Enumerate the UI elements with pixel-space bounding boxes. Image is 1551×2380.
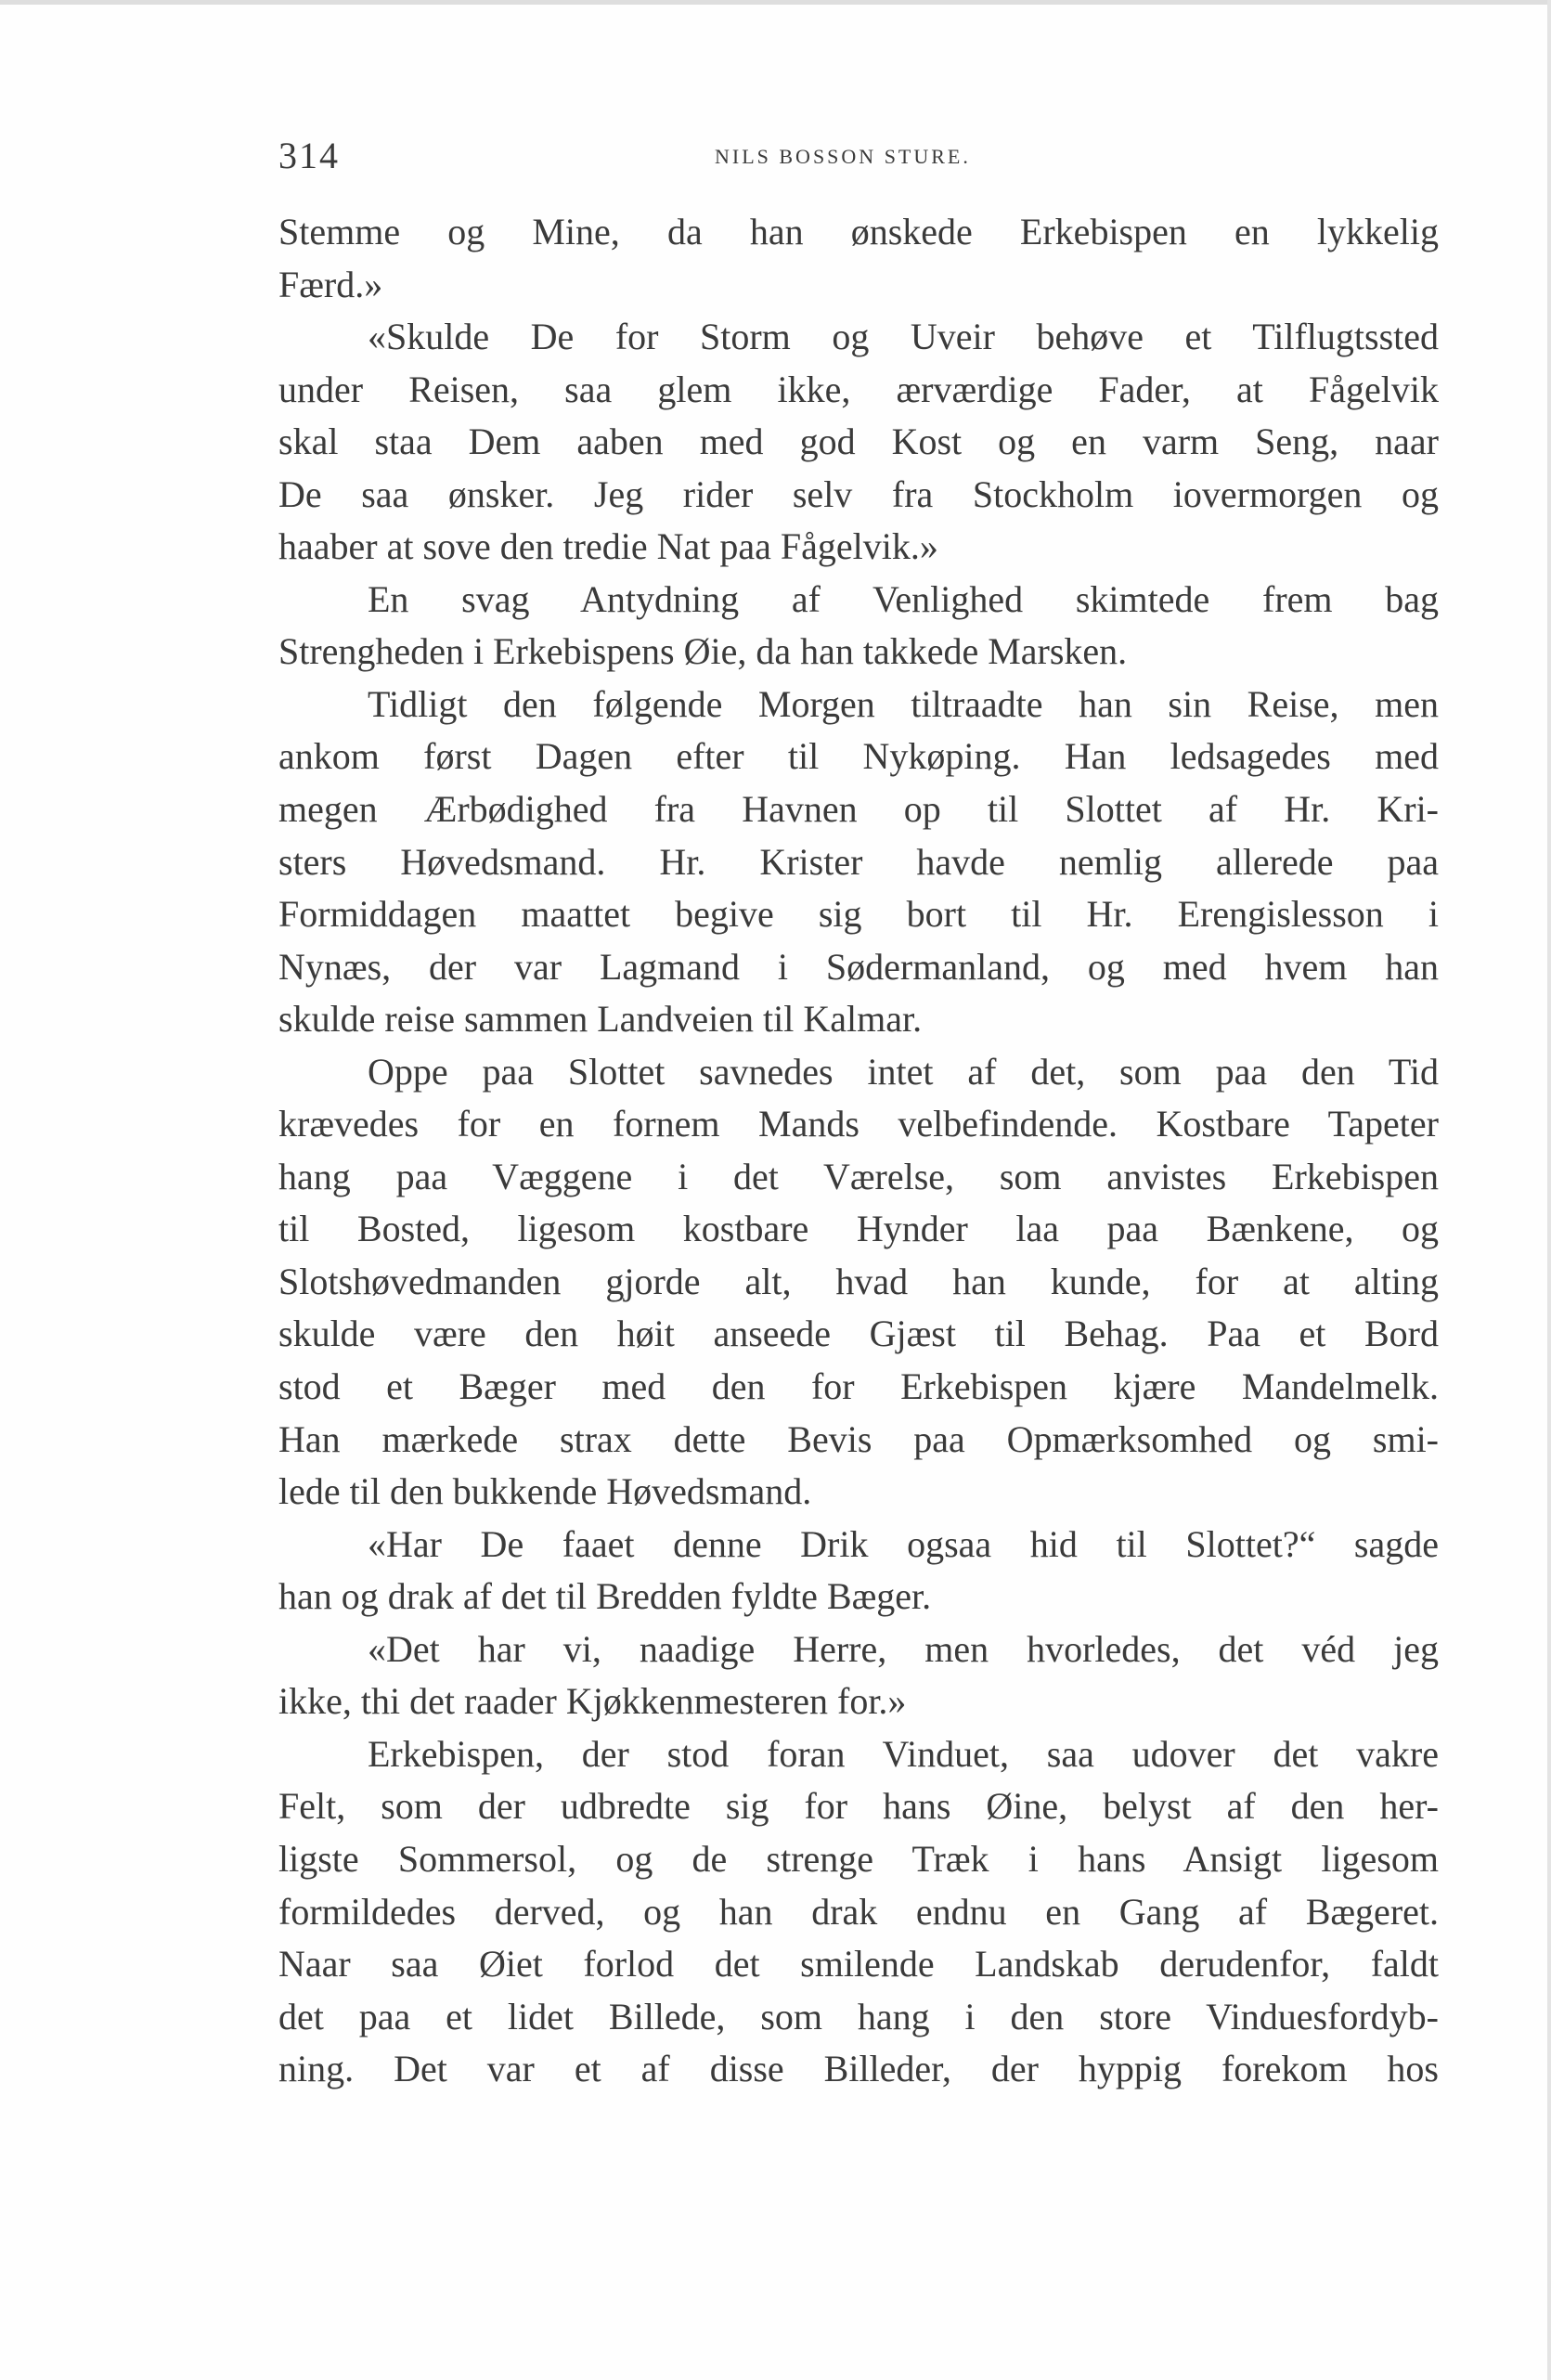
scan-edge-top <box>0 0 1551 5</box>
page-number: 314 <box>278 135 340 176</box>
text-line: stod et Bæger med den for Erkebispen kjære Mandelmelk. <box>278 1365 1439 1408</box>
text-line: ligste Sommersol, og de strenge Træk i hans Ansigt ligesom <box>278 1837 1439 1880</box>
text-line: haaber at sove den tredie Nat paa Fågelvik.» <box>278 525 938 568</box>
text-line: ning. Det var et af disse Billeder, der hyppig forekom hos <box>278 2048 1439 2090</box>
text-line: Han mærkede strax dette Bevis paa Opmærksomhed og smi- <box>278 1417 1439 1460</box>
text-line: formildedes derved, og han drak endnu en Gang af Bægeret. <box>278 1890 1439 1933</box>
body-text <box>278 206 1439 2096</box>
scan-edge-right <box>1547 0 1551 2380</box>
text-line: Strengheden i Erkebispens Øie, da han takkede Marsken. <box>278 630 1128 673</box>
text-line: megen Ærbødighed fra Havnen op til Slottet af Hr. Kri- <box>278 788 1439 831</box>
text-line: «Det har vi, naadige Herre, men hvorledes, det véd jeg <box>368 1627 1439 1670</box>
text-line: De saa ønsker. Jeg rider selv fra Stockholm iovermorgen og <box>278 472 1439 515</box>
text-line: under Reisen, saa glem ikke, ærværdige Fader, at Fågelvik <box>278 368 1439 410</box>
text-line: Slotshøvedmanden gjorde alt, hvad han kunde, for at alting <box>278 1260 1439 1302</box>
text-line: Stemme og Mine, da han ønskede Erkebispen en lykkelig <box>278 211 1439 252</box>
running-head: NILS BOSSON STURE. <box>715 145 971 168</box>
page-header <box>278 128 1439 184</box>
text-line: «Har De faaet denne Drik ogsaa hid til Slottet?“ sagde <box>368 1522 1439 1565</box>
text-line: Nynæs, der var Lagmand i Sødermanland, og med hvem han <box>278 945 1439 988</box>
text-line: Tidligt den følgende Morgen tiltraadte han sin Reise, men <box>368 682 1439 725</box>
text-line: Oppe paa Slottet savnedes intet af det, som paa den Tid <box>368 1050 1439 1093</box>
text-line: krævedes for en fornem Mands velbefindende. Kostbare Tapeter <box>278 1103 1439 1145</box>
text-line: Erkebispen, der stod foran Vinduet, saa udover det vakre <box>368 1732 1439 1775</box>
text-line: det paa et lidet Billede, som hang i den store Vinduesfordyb- <box>278 1995 1439 2037</box>
text-line: skal staa Dem aaben med god Kost og en varm Seng, naar <box>278 420 1439 463</box>
text-line: ikke, thi det raader Kjøkkenmesteren for.» <box>278 1680 907 1723</box>
text-line: En svag Antydning af Venlighed skimtede frem bag <box>368 577 1439 620</box>
text-line: skulde reise sammen Landveien til Kalmar. <box>278 998 923 1041</box>
text-line: ankom først Dagen efter til Nykøping. Han ledsagedes med <box>278 735 1439 778</box>
text-line: Felt, som der udbredte sig for hans Øine, belyst af den her- <box>278 1785 1439 1828</box>
text-line: «Skulde De for Storm og Uveir behøve et Tilflugtssted <box>368 316 1439 358</box>
text-line: til Bosted, ligesom kostbare Hynder laa paa Bænkene, og <box>278 1208 1439 1250</box>
text-line: han og drak af det til Bredden fyldte Bæger. <box>278 1575 932 1618</box>
text-line: skulde være den høit anseede Gjæst til Behag. Paa et Bord <box>278 1313 1439 1355</box>
text-line: lede til den bukkende Høvedsmand. <box>278 1470 812 1513</box>
text-line: hang paa Væggene i det Værelse, som anvistes Erkebispen <box>278 1155 1439 1197</box>
text-line: Formiddagen maattet begive sig bort til Hr. Erengislesson i <box>278 893 1439 936</box>
text-line: sters Høvedsmand. Hr. Krister havde nemlig allerede paa <box>278 840 1439 883</box>
text-line: Færd.» <box>278 263 383 305</box>
text-line: Naar saa Øiet forlod det smilende Landskab derudenfor, faldt <box>278 1943 1439 1985</box>
